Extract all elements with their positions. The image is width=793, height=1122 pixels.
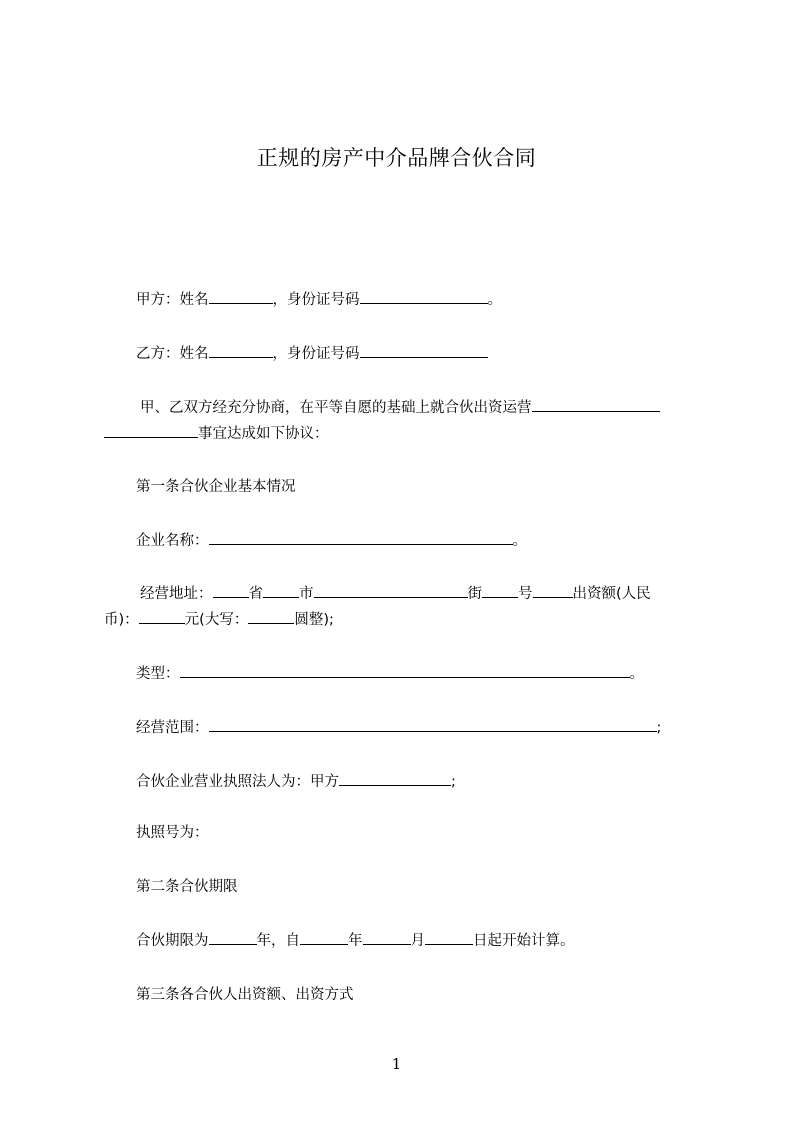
province-label: 省 (248, 586, 263, 602)
yuan-label: 元(大写： (184, 612, 249, 628)
party-a-id-label: ，身份证号码 (272, 292, 360, 308)
capital-line2-start: 币)： (104, 612, 139, 628)
party-b-line (104, 339, 704, 369)
article-1-heading (104, 472, 704, 502)
article-1-heading-text: 第一条合伙企业基本情况 (136, 479, 296, 495)
party-a-id-blank[interactable] (360, 289, 488, 304)
party-b-id-blank[interactable] (360, 343, 488, 358)
province-blank[interactable] (213, 583, 249, 598)
type-line (104, 659, 704, 689)
party-a-end: 。 (487, 292, 502, 308)
party-a-name-blank[interactable] (209, 289, 273, 304)
address-label: 经营地址： (140, 586, 213, 602)
article-3-heading-text: 第三条各合伙人出资额、出资方式 (136, 987, 354, 1003)
party-b-name-blank[interactable] (209, 343, 273, 358)
company-name-blank[interactable] (209, 530, 513, 545)
party-a-line (104, 285, 704, 315)
city-label: 市 (299, 586, 314, 602)
capital-uppercase-blank[interactable] (248, 609, 294, 624)
article-2-heading (104, 872, 704, 902)
term-years-blank[interactable] (209, 930, 257, 945)
scope-line (104, 713, 704, 743)
legal-person-end: ; (451, 774, 456, 790)
party-a-name-label: 甲方：姓名 (136, 292, 209, 308)
round-total-label: 圆整); (294, 612, 334, 628)
capital-label: 出资额(人民 (572, 586, 651, 602)
business-blank-1[interactable] (532, 397, 660, 412)
document-title: 正规的房产中介品牌合伙合同 (256, 146, 537, 170)
term-line (104, 926, 704, 956)
number-label: 号 (518, 586, 533, 602)
article-2-heading-text: 第二条合伙期限 (136, 879, 238, 895)
start-day-blank[interactable] (425, 930, 473, 945)
scope-end: ; (656, 720, 662, 736)
capital-amount-blank[interactable] (139, 609, 185, 624)
type-label: 类型： (136, 666, 180, 682)
type-end: 。 (629, 666, 644, 682)
street-blank[interactable] (314, 583, 468, 598)
number-blank[interactable] (482, 583, 518, 598)
month-label: 月 (410, 933, 425, 949)
day-end-label: 日起开始计算。 (473, 933, 575, 949)
start-month-blank[interactable] (363, 930, 411, 945)
preamble-end: 事宜达成如下协议： (198, 426, 329, 442)
preamble-line-2 (104, 419, 704, 449)
company-name-end: 。 (512, 533, 527, 549)
page-number: 1 (391, 1055, 402, 1073)
legal-person-label: 合伙企业营业执照法人为：甲方 (136, 774, 339, 790)
scope-label: 经营范围： (136, 720, 209, 736)
address-line-2 (104, 605, 704, 635)
legal-person-line (104, 767, 704, 797)
scope-blank[interactable] (209, 717, 657, 732)
street-label: 街 (467, 586, 482, 602)
company-name-line (104, 526, 704, 556)
business-blank-2[interactable] (104, 423, 198, 438)
type-blank[interactable] (180, 663, 630, 678)
legal-person-blank[interactable] (339, 771, 451, 786)
preamble-text: 甲、乙双方经充分协商，在平等自愿的基础上就合伙出资运营 (140, 400, 532, 416)
start-year-blank[interactable] (300, 930, 348, 945)
term-prefix: 合伙期限为 (136, 933, 209, 949)
license-line (104, 818, 704, 848)
capital-blank[interactable] (533, 583, 573, 598)
year-from-label: 年，自 (256, 933, 300, 949)
article-3-heading (104, 980, 704, 1010)
party-b-name-label: 乙方：姓名 (136, 346, 209, 362)
year-label: 年 (348, 933, 363, 949)
party-b-id-label: ，身份证号码 (272, 346, 360, 362)
license-label: 执照号为： (136, 825, 209, 841)
company-name-label: 企业名称： (136, 533, 209, 549)
city-blank[interactable] (263, 583, 299, 598)
